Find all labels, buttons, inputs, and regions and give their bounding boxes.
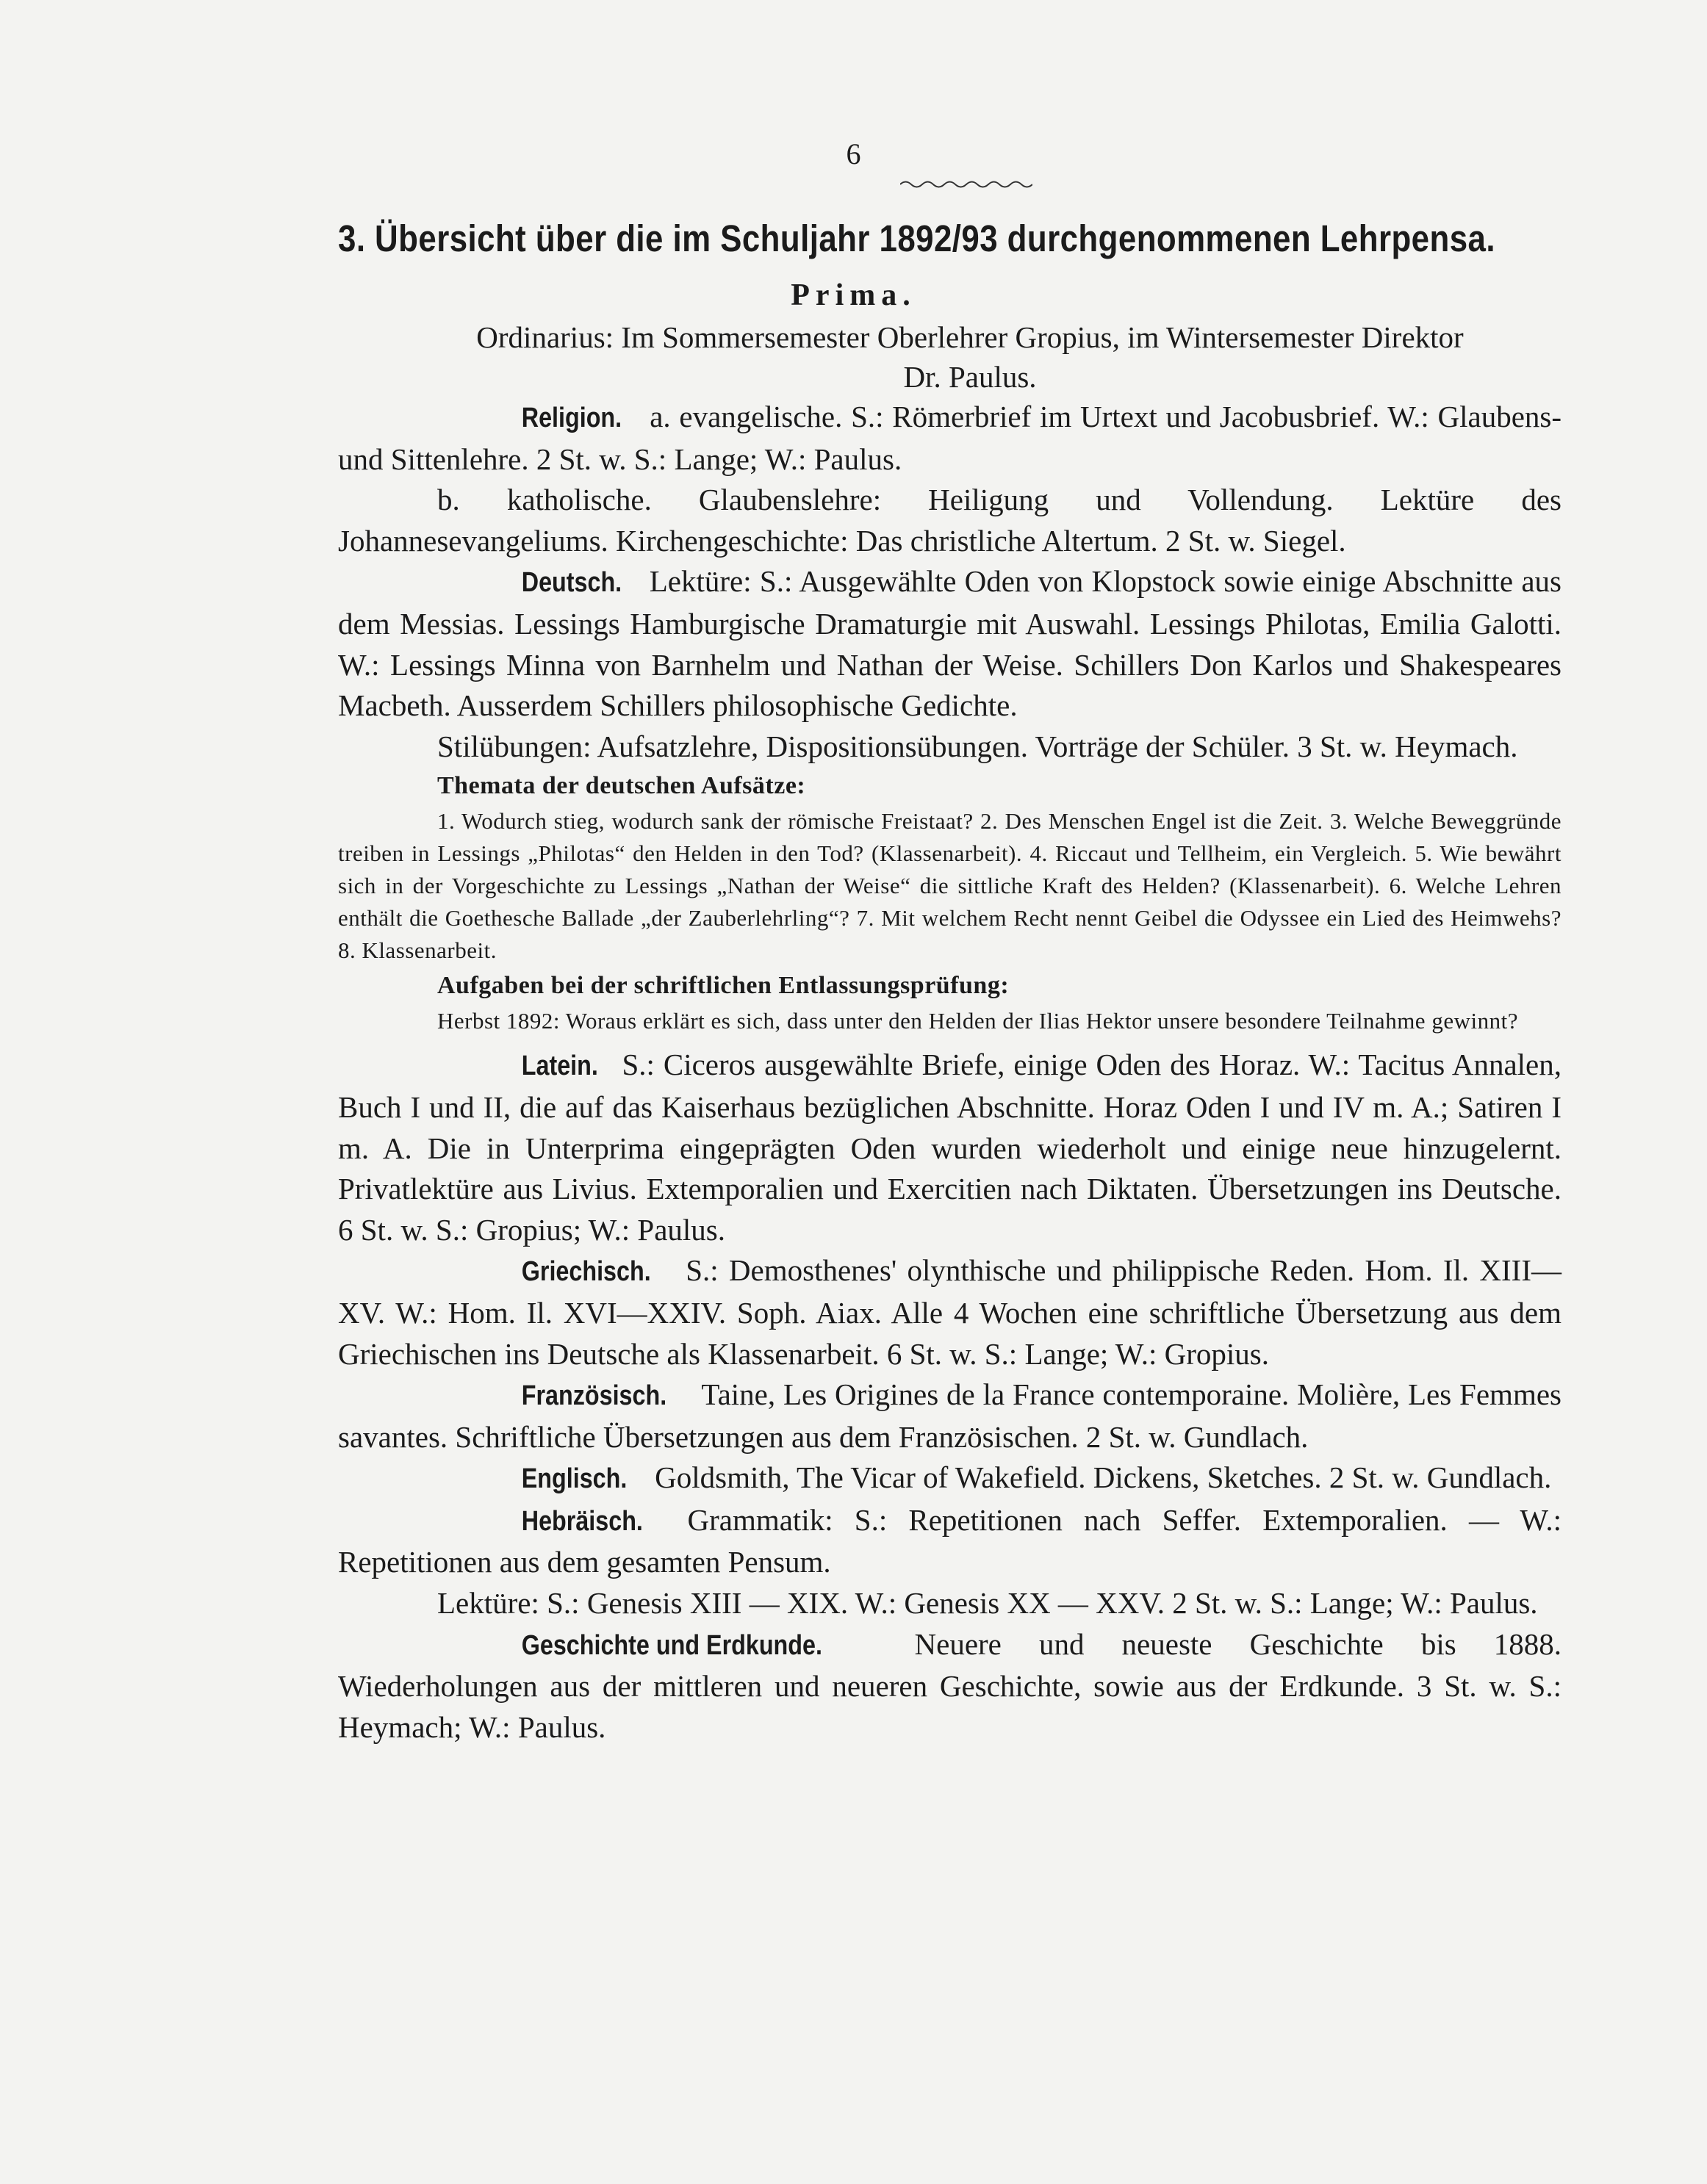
hebraeisch-text: Grammatik: S.: Repetitionen nach Seffer. Extemporalien. — W.: Repetitionen aus dem gesamten Pensum. <box>338 1502 1562 1579</box>
religion-text-b: b. katholische. Glaubenslehre: Heiligung und Vollendung. Lektüre des Johannesevangeliums. Kirchengeschichte: Das christliche Altertum. 2 St. w. Siegel. <box>338 483 1562 558</box>
hebraeisch-lektuere: Lektüre: S.: Genesis XIII — XIX. W.: Genesis XX — XXV. 2 St. w. S.: Lange; W.: Paulus. <box>437 1586 1538 1621</box>
latein-paragraph <box>338 1045 1562 1250</box>
geschichte-paragraph <box>338 1624 1562 1748</box>
aufgaben-text: Herbst 1892: Woraus erklärt es sich, dass unter den Helden der Ilias Hektor unsere besondere Teilnahme gewinnt? <box>437 1008 1518 1034</box>
deutsch-paragraph <box>338 561 1562 726</box>
religion-text-a: a. evangelische. S.: Römerbrief im Urtext und Jacobusbrief. W.: Glaubens- und Sittenlehre. 2 St. w. S.: Lange; W.: Paulus. <box>338 400 1562 476</box>
lehrpensa-body <box>338 397 1562 1748</box>
latein-text: S.: Ciceros ausgewählte Briefe, einige Oden des Horaz. W.: Tacitus Annalen, Buch I und II, die auf das Kaiserhaus bezüglichen Abschnitte. Horaz Oden I und IV m. A.; Satiren I m. A. Die in Unterprima eingeprägten Oden wurden wiederholt und einige neue hinzugelernt. Privatlektüre aus Livius. Extemporalien und Exercitien nach Diktaten. Übersetzungen ins Deutsche. 6 St. w. S.: Gropius; W.: Paulus. <box>338 1048 1562 1247</box>
ordinarius-line-2: Dr. Paulus. <box>903 360 1037 394</box>
geschichte-text: Neuere und neueste Geschichte bis 1888. Wiederholungen aus der mittleren und neueren Geschichte, sowie aus der Erdkunde. 3 St. w. S.: Heymach; W.: Paulus. <box>338 1626 1562 1744</box>
englisch-text: Goldsmith, The Vicar of Wakefield. Dickens, Sketches. 2 St. w. Gundlach. <box>655 1460 1552 1495</box>
themata-heading: Themata der deutschen Aufsätze: <box>437 772 806 800</box>
subject-englisch: Englisch. <box>521 1463 628 1495</box>
subject-hebraeisch: Hebräisch. <box>521 1505 643 1537</box>
deutsch-stil-paragraph <box>338 727 1562 768</box>
subject-geschichte: Geschichte und Erdkunde. <box>521 1629 822 1661</box>
religion-paragraph <box>338 397 1562 480</box>
subject-latein: Latein. <box>521 1050 598 1082</box>
ordinarius-line-1: Ordinarius: Im Sommersemester Oberlehrer Gropius, im Wintersemester Direktor <box>476 320 1464 354</box>
wave-ornament <box>900 179 1032 190</box>
griechisch-paragraph <box>338 1250 1562 1374</box>
deutsch-stil: Stilübungen: Aufsatzlehre, Dispositionsübungen. Vorträge der Schüler. 3 St. w. Heymach. <box>437 729 1518 763</box>
hebraeisch-paragraph <box>338 1500 1562 1583</box>
themata-text: 1. Wodurch stieg, wodurch sank der römische Freistaat? 2. Des Menschen Engel ist die Zeit. 3. Welche Beweggründe treiben in Lessings „Philotas“ den Helden in den Tod? (Klassenarbeit). 4. Riccaut und Tellheim, ein Vergleich. 5. Wie bewährt sich in der Vorgeschichte zu Lessings „Nathan der Weise“ die sittliche Kraft des Helden? (Klassenarbeit). 6. Welche Lehren enthält die Goethesche Ballade „der Zauberlehrling“? 7. Mit welchem Recht nennt Geibel die Odyssee ein Lied des Heimwehs? 8. Klassenarbeit. <box>338 808 1562 964</box>
subject-franzoesisch: Französisch. <box>521 1380 667 1412</box>
subject-religion: Religion. <box>521 403 622 433</box>
class-heading: Prima. <box>791 278 916 312</box>
subject-griechisch: Griechisch. <box>521 1256 651 1288</box>
englisch-paragraph <box>338 1457 1562 1500</box>
ordinarius-block <box>367 317 1573 397</box>
page-number: 6 <box>846 137 861 170</box>
aufgaben-heading: Aufgaben bei der schriftlichen Entlassungsprüfung: <box>437 972 1010 1000</box>
deutsch-text: Lektüre: S.: Ausgewählte Oden von Klopstock sowie einige Abschnitte aus dem Messias. Lessings Hamburgische Dramaturgie mit Auswahl. Lessings Philotas, Emilia Galotti. W.: Lessings Minna von Barnhelm und Nathan der Weise. Schillers Don Karlos und Shakespeares Macbeth. Ausserdem Schillers philosophische Gedichte. <box>338 564 1562 723</box>
page-title: 3. Übersicht über die im Schuljahr 1892/93 durchgenommenen Lehrpensa. <box>338 217 1495 259</box>
religion-paragraph-b <box>338 480 1562 561</box>
subject-deutsch: Deutsch. <box>521 567 622 599</box>
themata-heading-line <box>338 767 1562 805</box>
themata-list <box>338 805 1562 967</box>
aufgaben-heading-line <box>338 967 1562 1005</box>
franzoesisch-paragraph <box>338 1374 1562 1457</box>
franzoesisch-text: Taine, Les Origines de la France contemporaine. Molière, Les Femmes savantes. Schriftliche Übersetzungen aus dem Französischen. 2 St. w. Gundlach. <box>338 1377 1562 1454</box>
hebraeisch-lektuere-paragraph <box>338 1583 1562 1624</box>
griechisch-text: S.: Demosthenes' olynthische und philippische Reden. Hom. Il. XIII—XV. W.: Hom. Il. XVI—XXIV. Soph. Aiax. Alle 4 Wochen eine schriftliche Übersetzung aus dem Griechischen ins Deutsche als Klassenarbeit. 6 St. w. S.: Lange; W.: Gropius. <box>338 1253 1562 1371</box>
aufgaben-paragraph <box>338 1005 1562 1037</box>
